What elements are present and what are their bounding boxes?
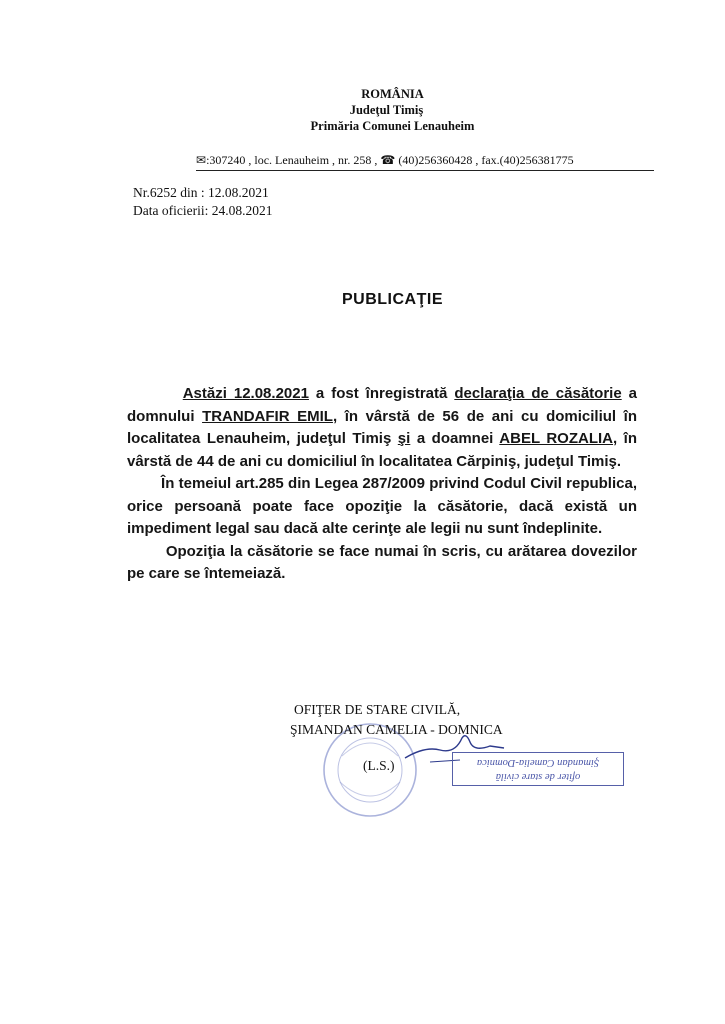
seal-mark: (L.S.) <box>363 758 395 773</box>
groom-name: TRANDAFIR EMIL <box>202 407 333 425</box>
envelope-icon: ✉ <box>196 153 207 167</box>
announcement-body <box>127 383 637 586</box>
paragraph-legal-basis: În temeiul art.285 din Legea 287/2009 privind Codul Civil republica, orice persoană poate face opoziţie la căsătorie, dacă există un impediment legal sau dacă alte cerinţe ale legii nu sunt îndeplinite. <box>127 475 637 537</box>
registration-number: Nr.6252 din : 12.08.2021 <box>133 185 269 200</box>
paragraph-declaration: Astăzi 12.08.2021 a fost înregistrată declaraţia de căsătorie a domnului TRANDAFIR EMIL, în vârstă de 56 de ani cu domiciliul în localitatea Lenauheim, judeţul Timiş şi a doamnei ABEL ROZALIA, în vârstă de 44 de ani cu domiciliul în localitatea Cărpiniş, judeţul Timiş. <box>127 385 638 470</box>
country-name: ROMÂNIA <box>361 87 424 101</box>
bride-name: ABEL ROZALIA <box>499 430 614 447</box>
signatory-role: OFIŢER DE STARE CIVILĂ, <box>294 702 461 717</box>
paragraph-opposition: Opoziţia la căsătorie se face numai în scris, cu arătarea dovezilor pe care se întemeiază. <box>127 542 637 582</box>
page-title: PUBLICAŢIE <box>342 291 443 308</box>
letterhead <box>0 86 725 134</box>
contact-line <box>196 153 654 171</box>
ceremony-date: Data oficierii: 24.08.2021 <box>133 203 273 218</box>
institution-name: Primăria Comunei Lenauheim <box>310 119 475 133</box>
phone-fax: (40)256360428 , fax.(40)256381775 <box>395 153 574 167</box>
document-meta <box>133 184 272 220</box>
phone-icon: ☎ <box>380 153 396 167</box>
postal-address: :307240 , loc. Lenauheim , nr. 258 , <box>206 153 381 167</box>
county-name: Judeţul Timiş <box>349 103 424 117</box>
officer-name-stamp: ofiter de stare civilă Şimandan Camelia-Domnica <box>452 752 624 786</box>
signatory-name: ŞIMANDAN CAMELIA - DOMNICA <box>290 722 503 737</box>
